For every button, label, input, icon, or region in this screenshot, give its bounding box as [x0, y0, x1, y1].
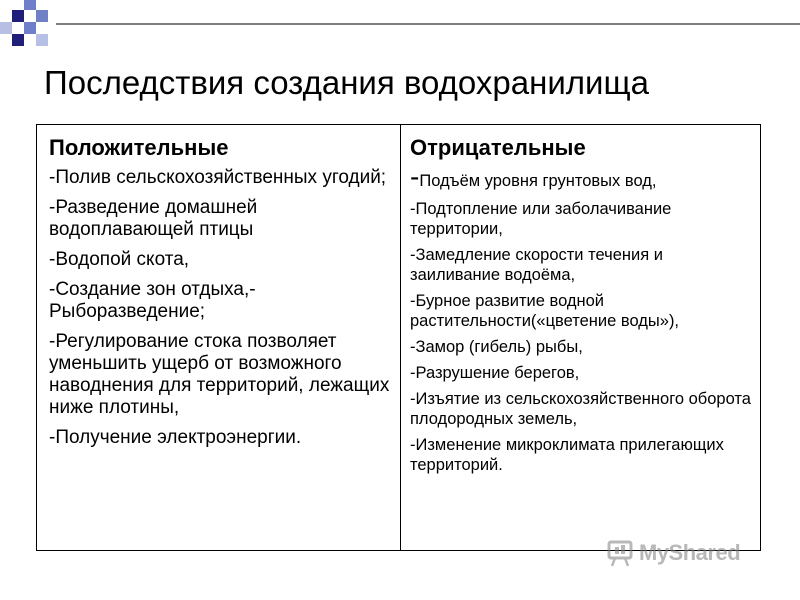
negative-item: -Бурное развитие водной растительности(«цветение воды»), — [410, 292, 680, 330]
negative-item-text: Подъём уровня грунтовых вод, — [419, 172, 657, 190]
negative-item: -Изъятие из сельскохозяйственного оборота плодородных земель, — [410, 390, 751, 428]
negative-column — [401, 125, 760, 550]
myshared-logo-icon — [607, 538, 635, 568]
slide-title: Последствия создания водохранилища — [44, 64, 649, 101]
myshared-watermark — [607, 538, 740, 568]
negative-heading: Отрицательные — [410, 135, 586, 160]
negative-item-dash: - — [410, 161, 420, 192]
positive-item: -Полив сельскохозяйственных угодий; — [49, 167, 387, 188]
negative-item: -Изменение микроклимата прилегающих территорий. — [410, 436, 724, 474]
positive-item: -Регулирование стока позволяет уменьшить ущерб от возможного наводнения для территорий, лежащих ниже плотины, — [49, 331, 390, 418]
positive-item: -Водопой скота, — [49, 249, 190, 270]
header-divider-line — [56, 23, 800, 25]
negative-item: -Разрушение берегов, — [410, 364, 580, 382]
negative-item: -Подтопление или заболачивание территории, — [410, 200, 672, 238]
watermark-text: MyShared — [639, 540, 741, 565]
negative-item: -Замор (гибель) рыбы, — [410, 338, 583, 356]
consequences-table — [36, 124, 761, 551]
negative-item: -Замедление скорости течения и заиливание водоёма, — [410, 246, 663, 284]
positive-item: -Создание зон отдыха,-Рыборазведение; — [49, 279, 256, 322]
corner-decoration — [0, 0, 60, 56]
positive-column — [37, 125, 401, 550]
negative-item — [410, 161, 752, 192]
positive-item: -Получение электроэнергии. — [49, 427, 302, 448]
positive-item: -Разведение домашней водоплавающей птицы — [49, 197, 258, 240]
positive-heading: Положительные — [49, 135, 229, 160]
